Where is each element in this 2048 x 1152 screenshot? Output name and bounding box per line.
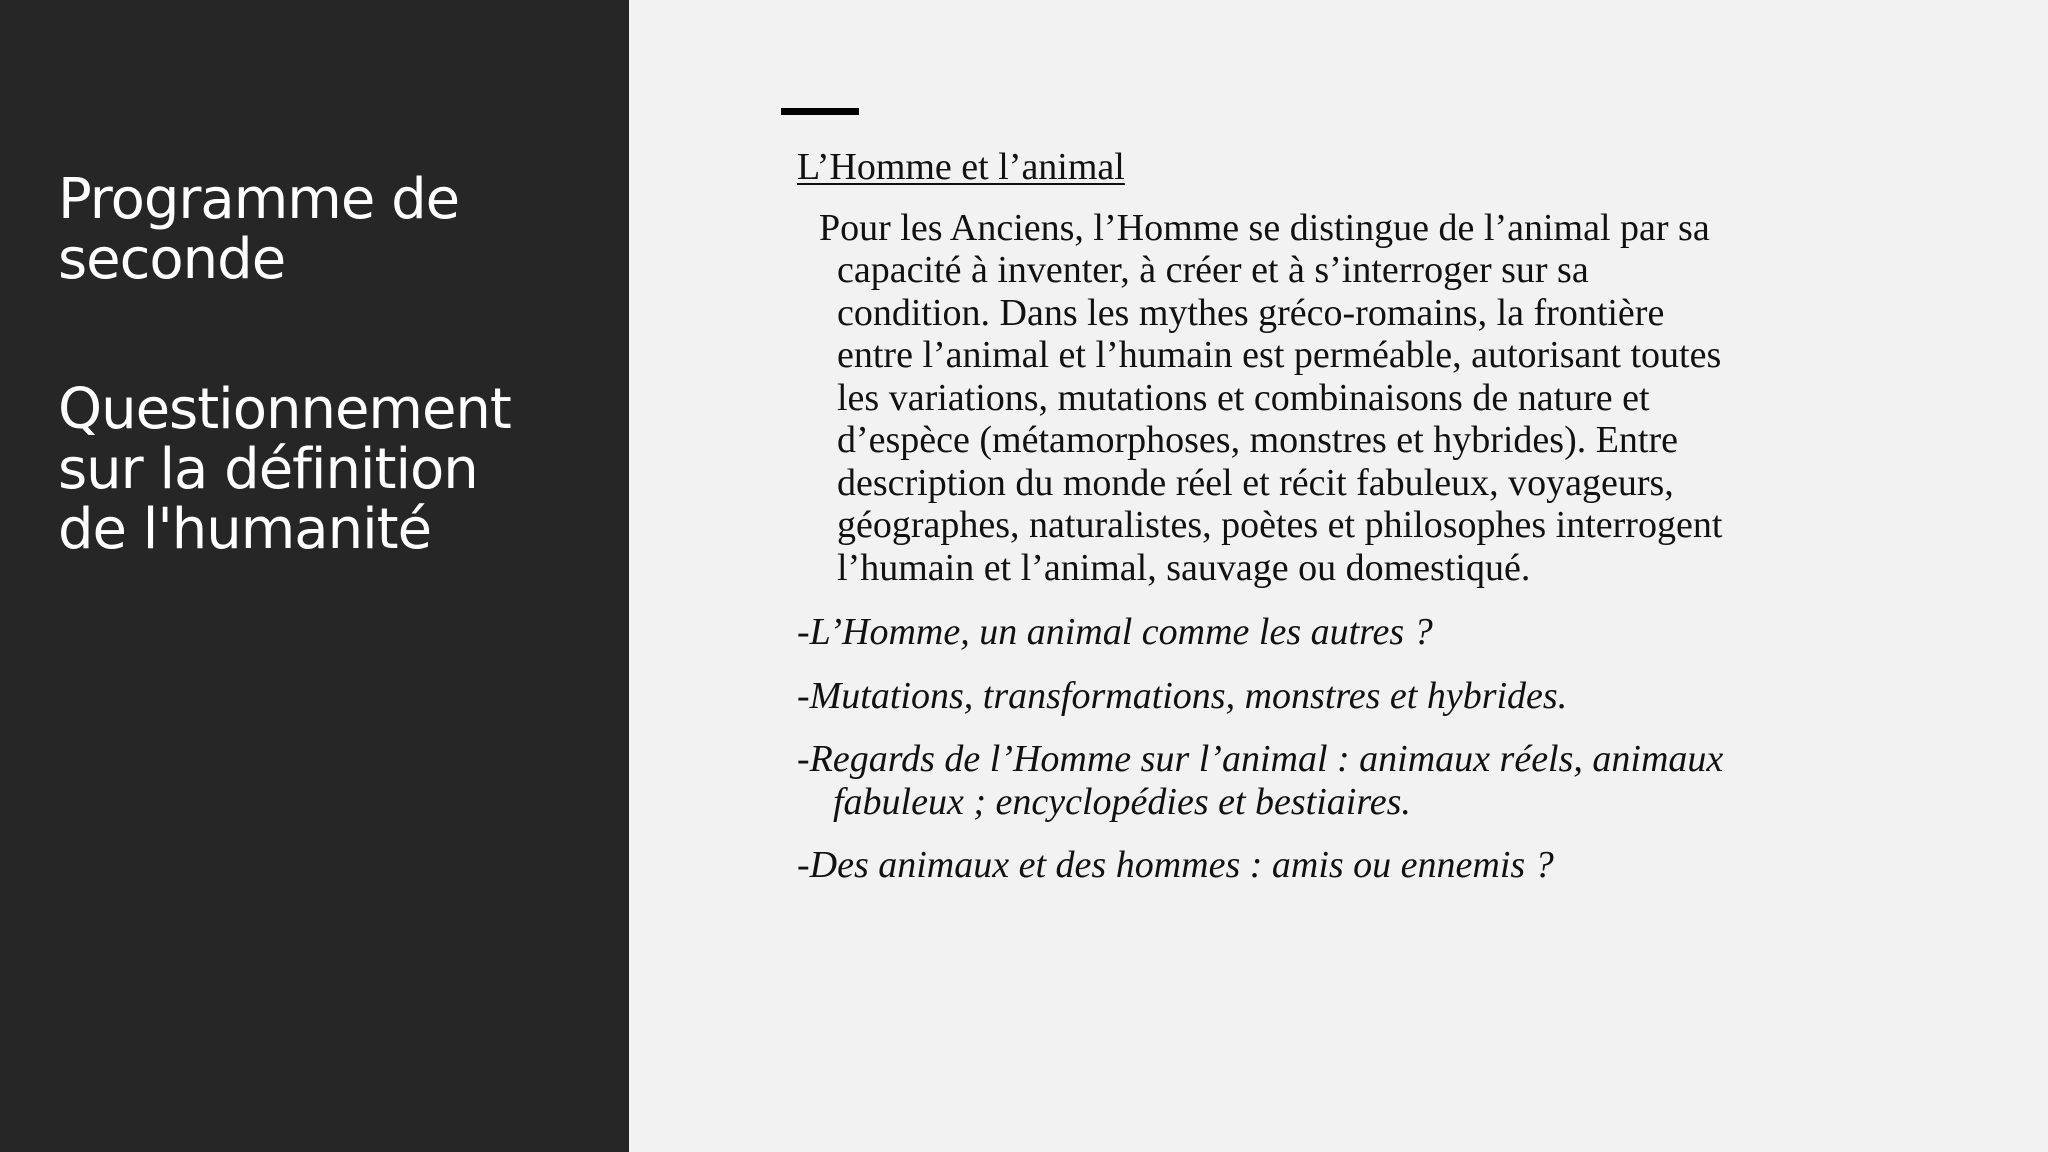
title-line-programme: Programme de seconde	[58, 167, 460, 292]
accent-bar	[781, 108, 859, 115]
intro-paragraph: Pour les Anciens, l’Homme se distingue de l’animal par sa capacité à inventer, à créer et à s’interroger sur sa condition. Dans les mythes gréco-romains, la frontière entre l’animal et l’humain est perméable, autorisant toutes les variations, mutations et combinaisons de nature et d’espèce (métamorphoses, monstres et hybrides). Entre description du monde réel et récit fabuleux, voyageurs, géographes, naturalistes, poètes et philosophes interrogent l’humain et l’animal, sauvage ou domestiqué.	[819, 206, 1723, 589]
title-line-questionnement: Questionnement sur la définition de l'humanité	[58, 377, 511, 562]
slide-content	[797, 146, 1897, 908]
title-panel	[0, 0, 629, 1152]
topic-item: -Regards de l’Homme sur l’animal : animaux réels, animaux fabuleux ; encyclopédies et bestiaires.	[797, 738, 1724, 823]
content-heading: L’Homme et l’animal	[797, 146, 1125, 188]
topic-item: -Mutations, transformations, monstres et hybrides.	[797, 674, 1568, 717]
slide-title	[58, 110, 618, 620]
topic-item: -L’Homme, un animal comme les autres ?	[797, 611, 1433, 653]
topic-item: -Des animaux et des hommes : amis ou ennemis ?	[797, 844, 1554, 886]
